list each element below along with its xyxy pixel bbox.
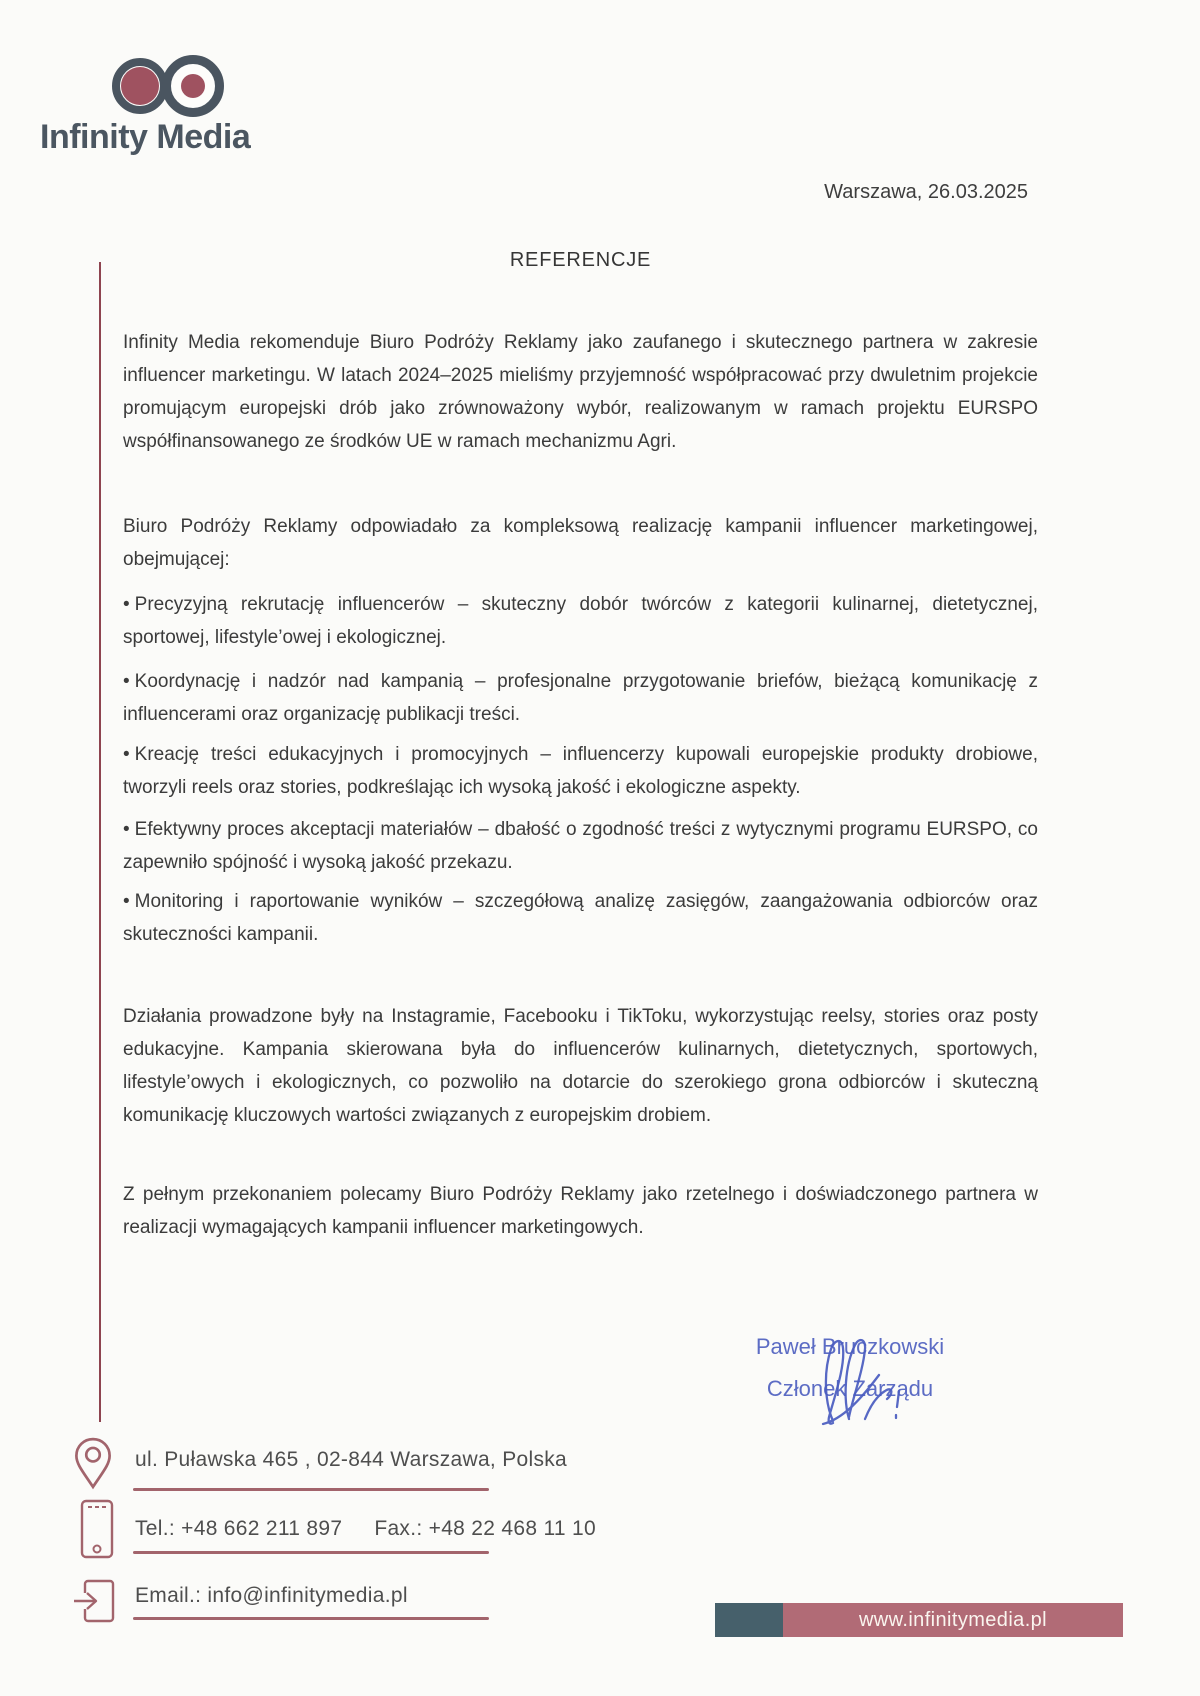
signature-name: Paweł Bruczkowski bbox=[755, 1334, 945, 1359]
email-underline bbox=[133, 1617, 489, 1620]
handwritten-signature bbox=[795, 1333, 930, 1428]
location-pin-icon bbox=[72, 1436, 114, 1490]
address-underline bbox=[133, 1488, 489, 1491]
website-bar bbox=[715, 1603, 1123, 1637]
email-icon bbox=[72, 1578, 116, 1624]
logo-dot-icon bbox=[181, 74, 205, 98]
logo-circle-ring-icon bbox=[162, 55, 224, 117]
email-line: Email.: info@infinitymedia.pl bbox=[135, 1584, 408, 1607]
page-title: REFERENCJE bbox=[509, 249, 652, 271]
date-line: Warszawa, 26.03.2025 bbox=[824, 181, 1028, 203]
bullet-marker: • bbox=[123, 744, 130, 765]
address-line: ul. Puławska 465 , 02-844 Warszawa, Polska bbox=[135, 1448, 568, 1471]
bullet-marker: • bbox=[123, 819, 130, 840]
bullet-text: Kreację treści edukacyjnych i promocyjnych – influencerzy kupowali europejskie produkty drobiowe, tworzyli reels oraz stories, podkreślając ich wysoką jakość i ekologiczne aspekty. bbox=[123, 744, 1038, 798]
logo-wordmark: Infinity Media bbox=[40, 118, 251, 156]
bullet-item bbox=[123, 588, 1038, 654]
bullet-item bbox=[123, 885, 1038, 951]
bullet-marker: • bbox=[123, 671, 130, 692]
bullet-marker: • bbox=[123, 594, 130, 615]
bullet-item bbox=[123, 738, 1038, 804]
bullet-text: Efektywny proces akceptacji materiałów – dbałość o zgodność treści z wytycznymi programu EURSPO, co zapewniło spójność i wysoką jakość przekazu. bbox=[123, 819, 1038, 873]
bullet-text: Koordynację i nadzór nad kampanią – profesjonalne przygotowanie briefów, bieżącą komunikację z influencerami oraz organizację publikacji treści. bbox=[123, 671, 1038, 725]
company-logo bbox=[40, 50, 340, 170]
phone-number: Tel.: +48 662 211 897 bbox=[135, 1517, 343, 1540]
phone-line bbox=[135, 1517, 596, 1541]
logo-circle-filled-icon bbox=[112, 58, 168, 114]
website-bar-accent-block bbox=[715, 1603, 783, 1637]
bullet-marker: • bbox=[123, 891, 130, 912]
paragraph-scope: Biuro Podróży Reklamy odpowiadało za kompleksową realizację kampanii influencer marketingowej, obejmującej: bbox=[123, 516, 1038, 570]
signature-role: Członek Zarządu bbox=[766, 1376, 934, 1401]
bullet-item bbox=[123, 813, 1038, 879]
paragraph-intro: Infinity Media rekomenduje Biuro Podróży Reklamy jako zaufanego i skutecznego partnera w zakresie influencer marketingu. W latach 2024–2025 mieliśmy przyjemność współpracować przy dwuletnim projekcie promującym europejski drób jako zrównoważony wybór, realizowanym w ramach projektu EURSPO współfinansowanego ze środków UE w ramach mechanizmu Agri. bbox=[123, 332, 1038, 452]
phone-underline bbox=[133, 1551, 489, 1554]
bullet-item bbox=[123, 665, 1038, 731]
website-url: www.infinitymedia.pl bbox=[783, 1603, 1123, 1637]
paragraph-closing: Z pełnym przekonaniem polecamy Biuro Podróży Reklamy jako rzetelnego i doświadczonego partnera w realizacji wymagających kampanii influencer marketingowych. bbox=[123, 1184, 1038, 1238]
paragraph-channels: Działania prowadzone były na Instagramie, Facebooku i TikToku, wykorzystując reelsy, stories oraz posty edukacyjne. Kampania skierowana była do influencerów kulinarnych, dietetycznych, sportowych, lifestyle’owych i ekologicznych, co pozwoliło na dotarcie do szerokiego grona odbiorców i skuteczną komunikację kluczowych wartości związanych z europejskim drobiem. bbox=[123, 1006, 1038, 1126]
bullet-text: Monitoring i raportowanie wyników – szczegółową analizę zasięgów, zaangażowania odbiorców oraz skuteczności kampanii. bbox=[123, 891, 1038, 945]
fax-number: Fax.: +48 22 468 11 10 bbox=[374, 1517, 596, 1540]
bullet-text: Precyzyjną rekrutację influencerów – skuteczny dobór twórców z kategorii kulinarnej, dietetycznej, sportowej, lifestyle’owej i ekologicznej. bbox=[123, 594, 1038, 648]
left-accent-rule bbox=[99, 262, 101, 1422]
phone-icon bbox=[79, 1498, 115, 1560]
